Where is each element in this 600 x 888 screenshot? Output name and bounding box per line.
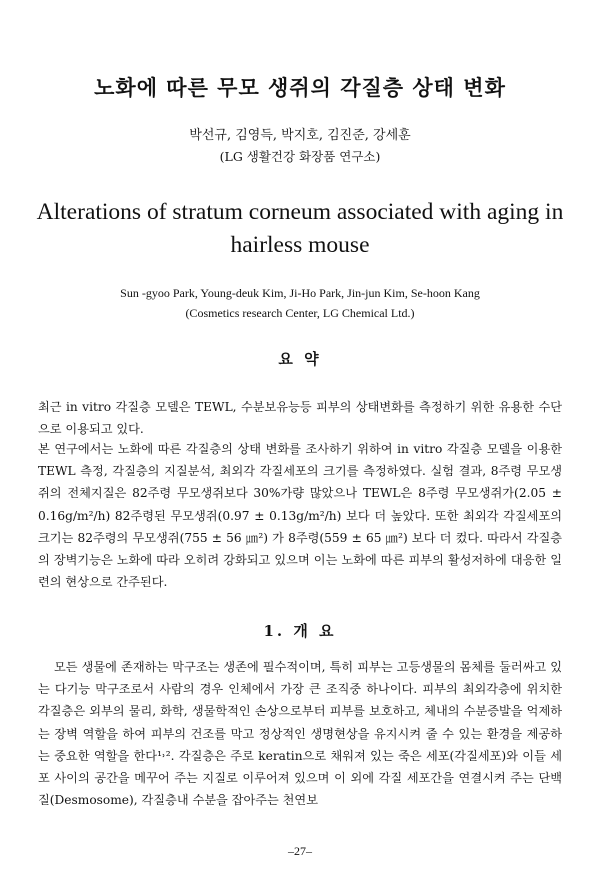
- page-number: –27–: [288, 844, 312, 858]
- abstract-paragraph-1: 최근 in vitro 각질층 모델은 TEWL, 수분보유능등 피부의 상태변화를 측정하기 위한 유용한 수단으로 이용되고 있다.: [38, 400, 562, 437]
- korean-affiliation: (LG 생활건강 화장품 연구소): [219, 149, 381, 164]
- introduction-heading: 1. 개 요: [263, 622, 337, 640]
- english-authors: Sun -gyoo Park, Young-deuk Kim, Ji-Ho Park, Jin-jun Kim, Se-hoon Kang: [120, 286, 480, 300]
- korean-authors: 박선규, 김영득, 박지호, 김진준, 강세훈: [189, 128, 411, 143]
- introduction-paragraph: 모든 생물에 존재하는 막구조는 생존에 필수적이며, 특히 피부는 고등생물의 몸체를 둘러싸고 있는 다기능 막구조로서 사람의 경우 인체에서 가장 큰 조직중 하나이다. 피부의 최외각층에 위치한 각질층은 외부의 물리, 화학, 생물학적인 손상으로부터 피부를 보호하고, 체내의 수분증발을 억제하는 장벽 역할을 하여 피부의 건조를 막고 정상적인 생명현상을 유지시켜 줄 수 있는 환경을 제공하는 중요한 역할을 한다¹˒². 각질층은 주로 keratin으로 채워져 있는 죽은 세포(각질세포)와 이들 세포 사이의 공간을 메꾸어 주는 지질로 이루어져 있으며 이 외에 각질 세포간을 연결시켜 주는 단백질(Desmosome), 각질층내 수분을 잡아주는 천연보: [38, 660, 562, 808]
- abstract-paragraph-2: 본 연구에서는 노화에 따른 각질층의 상태 변화를 조사하기 위하여 in vitro 각질층 모델을 이용한 TEWL 측정, 각질층의 지질분석, 최외각 각질세포의 크기를 측정하였다. 실험 결과, 8주령 무모생쥐의 전체지질은 82주령 무모생쥐보다 30%가량 많았으나 TEWL은 8주령 무모생쥐가(2.05 ± 0.16g/m²/h) 82주령된 무모생쥐(0.97 ± 0.13g/m²/h) 보다 더 높았다. 또한 최외각 각질세포의 크기는 82주령의 무모생쥐(755 ± 56 ㎛²) 가 8주령(559 ± 65 ㎛²) 보다 더 컸다. 따라서 각질층의 장벽기능은 노화에 따라 오히려 강화되고 있으며 이는 노화에 따른 피부의 활성저하에 대응한 일련의 현상으로 간주된다.: [38, 442, 562, 590]
- english-title: [0, 196, 600, 262]
- english-title-line2: hairless mouse: [230, 232, 370, 258]
- english-title-line1: Alterations of stratum corneum associated with aging in: [36, 199, 564, 225]
- abstract-heading: 요 약: [278, 350, 322, 368]
- english-affiliation: (Cosmetics research Center, LG Chemical Ltd.): [185, 306, 415, 320]
- korean-title: 노화에 따른 무모 생쥐의 각질층 상태 변화: [94, 75, 506, 100]
